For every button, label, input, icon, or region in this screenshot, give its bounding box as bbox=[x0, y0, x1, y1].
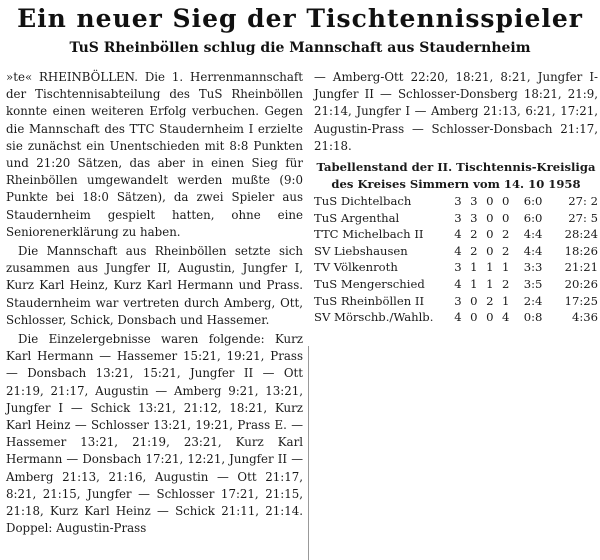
table-row bbox=[314, 309, 598, 326]
lost-count: 2 bbox=[502, 243, 510, 258]
games-score: 27: 5 bbox=[568, 210, 598, 225]
played-count: 3 bbox=[454, 194, 462, 209]
team-name: TuS Rheinböllen II bbox=[314, 293, 425, 308]
played-count: 4 bbox=[454, 227, 462, 242]
team-name: TTC Michelbach II bbox=[314, 227, 424, 242]
drawn-count: 1 bbox=[486, 260, 494, 275]
played-count: 3 bbox=[454, 210, 462, 225]
played-count: 3 bbox=[454, 293, 462, 308]
won-count: 3 bbox=[470, 210, 478, 225]
drawn-count: 0 bbox=[486, 194, 494, 209]
games-score: 18:26 bbox=[564, 243, 598, 258]
drawn-count: 0 bbox=[486, 210, 494, 225]
team-name: TuS Mengerschied bbox=[314, 276, 425, 291]
drawn-count: 0 bbox=[486, 243, 494, 258]
points-score: 6:0 bbox=[523, 194, 543, 209]
won-count: 3 bbox=[470, 194, 478, 209]
drawn-count: 1 bbox=[486, 276, 494, 291]
points-score: 3:5 bbox=[523, 276, 543, 291]
played-count: 4 bbox=[454, 243, 462, 258]
team-name: SV Mörschb./Wahlb. bbox=[314, 310, 434, 325]
subheadline: TuS Rheinböllen schlug die Mannschaft aus Staudernheim bbox=[69, 40, 531, 56]
won-count: 1 bbox=[470, 276, 478, 291]
standings-table bbox=[314, 193, 598, 326]
played-count: 4 bbox=[454, 276, 462, 291]
points-score: 2:4 bbox=[523, 293, 543, 308]
table-row bbox=[314, 293, 598, 310]
lost-count: 0 bbox=[502, 210, 510, 225]
won-count: 0 bbox=[470, 293, 478, 308]
played-count: 4 bbox=[454, 310, 462, 325]
paragraph-lineup: Die Mannschaft aus Rheinböllen setzte sich zusammen aus Jungfer II, Augustin, Jungfer I, Kurz Karl Heinz, Kurz Karl Hermann und Prass. Staudernheim war vertreten durch Amberg, Ott, Schlosser, Schick, Donsbach und Hassemer. bbox=[6, 244, 303, 327]
table-row bbox=[314, 259, 598, 276]
lost-count: 2 bbox=[502, 276, 510, 291]
right-column bbox=[314, 69, 598, 326]
column-divider bbox=[308, 346, 309, 560]
team-name: TuS Argenthal bbox=[314, 210, 400, 225]
won-count: 0 bbox=[470, 310, 478, 325]
drawn-count: 0 bbox=[486, 310, 494, 325]
won-count: 1 bbox=[470, 260, 478, 275]
lost-count: 4 bbox=[502, 310, 510, 325]
table-row bbox=[314, 276, 598, 293]
team-name: TuS Dichtelbach bbox=[314, 194, 412, 209]
paragraph-intro: »te« RHEINBÖLLEN. Die 1. Herrenmannschaft der Tischtennisabteilung des TuS Rheinböllen konnte einen weiteren Erfolg verbuchen. Gegen die Mannschaft des TTC Staudernheim I erzielte sie zunächst ein Unentschieden mit 8:8 Punkten und 21:20 Sätzen, das aber in einen Sieg für Rheinböllen umgewandelt werden mußte (9:0 Punkte bei 18:0 Sätzen), da zwei Spieler aus Staudernheim gespielt hatten, ohne eine Seniorenerklärung zu haben. bbox=[6, 70, 303, 239]
table-row bbox=[314, 193, 598, 210]
games-score: 28:24 bbox=[564, 227, 598, 242]
headline: Ein neuer Sieg der Tischtennisspieler bbox=[17, 4, 583, 33]
table-row bbox=[314, 226, 598, 243]
games-score: 27: 2 bbox=[568, 194, 598, 209]
drawn-count: 2 bbox=[486, 293, 494, 308]
paragraph-continuation: — Amberg-Ott 22:20, 18:21, 8:21, Jungfer I-Jungfer II — Schlosser-Donsberg 18:21, 21:9, 21:14, Jungfer I — Amberg 21:13, 6:21, 17:21, Augustin-Prass — Schlosser-Donsbach 21:17, 21:18. bbox=[314, 70, 598, 153]
lost-count: 1 bbox=[502, 293, 510, 308]
points-score: 4:4 bbox=[523, 227, 543, 242]
points-score: 4:4 bbox=[523, 243, 543, 258]
table-title-line1: Tabellenstand der II. Tischtennis-Kreisliga bbox=[316, 160, 596, 175]
points-score: 6:0 bbox=[523, 210, 543, 225]
games-score: 17:25 bbox=[564, 293, 598, 308]
team-name: TV Völkenroth bbox=[314, 260, 398, 275]
games-score: 4:36 bbox=[571, 310, 598, 325]
games-score: 20:26 bbox=[564, 276, 598, 291]
team-name: SV Liebshausen bbox=[314, 243, 408, 258]
games-score: 21:21 bbox=[564, 260, 598, 275]
won-count: 2 bbox=[470, 227, 478, 242]
table-row bbox=[314, 210, 598, 227]
table-title-line2: des Kreises Simmern vom 14. 10 1958 bbox=[331, 177, 581, 192]
won-count: 2 bbox=[470, 243, 478, 258]
left-column bbox=[6, 69, 303, 537]
lost-count: 1 bbox=[502, 260, 510, 275]
lost-count: 2 bbox=[502, 227, 510, 242]
table-title bbox=[314, 159, 598, 193]
drawn-count: 0 bbox=[486, 227, 494, 242]
points-score: 0:8 bbox=[523, 310, 543, 325]
table-row bbox=[314, 243, 598, 260]
played-count: 3 bbox=[454, 260, 462, 275]
lost-count: 0 bbox=[502, 194, 510, 209]
points-score: 3:3 bbox=[523, 260, 543, 275]
paragraph-results: Die Einzelergebnisse waren folgende: Kurz Karl Hermann — Hassemer 15:21, 19:21, Prass — Donsbach 13:21, 15:21, Jungfer II — Ott 21:19, 21:17, Augustin — Amberg 9:21, 13:21, Jungfer I — Schick 13:21, 21:12, 18:21, Kurz Karl Heinz — Schlosser 13:21, 19:21, Prass E. — Hassemer 13:21, 21:19, 23:21, Kurz Karl Hermann — Donsbach 17:21, 12:21, Jungfer II — Amberg 21:13, 21:16, Augustin — Ott 21:17, 8:21, 21:15, Jungfer — Schlosser 17:21, 21:15, 21:18, Kurz Karl Heinz — Schick 21:11, 21:14. Doppel: Augustin-Prass bbox=[6, 332, 303, 536]
